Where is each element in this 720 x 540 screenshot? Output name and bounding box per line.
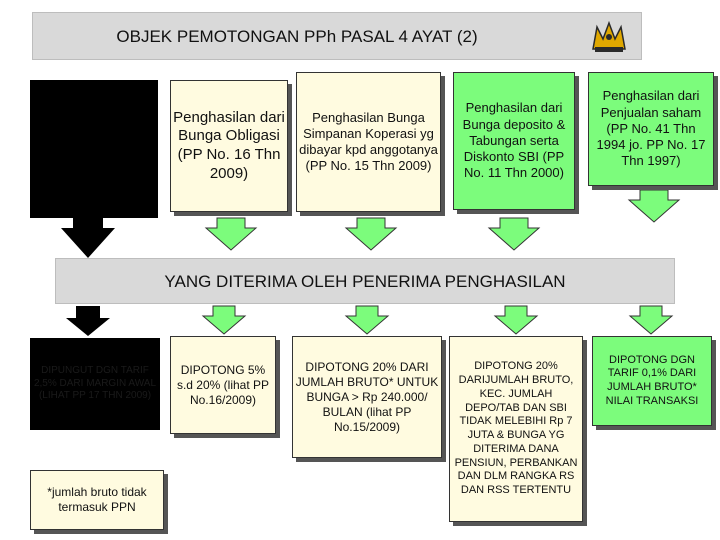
bottom-box-5: DIPOTONG DGN TARIF 0,1% DARI JUMLAH BRUTO* NILAI TRANSAKSI	[592, 336, 712, 426]
arrow-down-green-3	[346, 218, 396, 250]
arrow-down-green-5	[629, 190, 679, 222]
arrow-down-green-b5	[630, 306, 672, 334]
band-label: YANG DITERIMA OLEH PENERIMA PENGHASILAN	[164, 272, 566, 291]
arrow-down-dark-b1	[66, 306, 110, 336]
top-box-4: Penghasilan dari Bunga deposito & Tabungan serta Diskonto SBI (PP No. 11 Thn 2000)	[453, 72, 575, 210]
bottom-box-1: DIPUNGUT DGN TARIF 2,5% DARI MARGIN AWAL (LIHAT PP 17 THN 2009)	[30, 338, 160, 430]
bottom-box-2: DIPOTONG 5% s.d 20% (lihat PP No.16/2009)	[170, 336, 276, 434]
footnote: *jumlah bruto tidak termasuk PPN	[30, 470, 164, 530]
bottom-box-3: DIPOTONG 20% DARI JUMLAH BRUTO* UNTUK BUNGA > Rp 240.000/ BULAN (lihat PP No.15/2009)	[292, 336, 442, 458]
recipient-band	[55, 258, 675, 304]
top-box-2: Penghasilan dari Bunga Obligasi (PP No. 16 Thn 2009)	[170, 80, 288, 212]
bottom-box-4: DIPOTONG 20% DARIJUMLAH BRUTO, KEC. JUMLAH DEPO/TAB DAN SBI TIDAK MELEBIHI Rp 7 JUTA & BUNGA YG DITERIMA DANA PENSIUN, PERBANKAN DAN DLM RANGKA RS DAN RSS TERTENTU	[449, 336, 583, 522]
top-box-3: Penghasilan Bunga Simpanan Koperasi yg dibayar kpd anggotanya (PP No. 15 Thn 2009)	[296, 72, 441, 212]
arrow-down-green-b2	[203, 306, 245, 334]
top-box-5: Penghasilan dari Penjualan saham (PP No. 41 Thn 1994 jo. PP No. 17 Thn 1997)	[588, 72, 714, 186]
top-box-1	[30, 80, 158, 218]
arrow-down-green-b4	[495, 306, 537, 334]
page-title: OBJEK PEMOTONGAN PPh PASAL 4 AYAT (2)	[116, 27, 478, 46]
arrow-down-green-b3	[346, 306, 388, 334]
arrow-down-dark-1	[61, 218, 115, 258]
arrow-down-green-2	[206, 218, 256, 250]
arrow-down-green-4	[489, 218, 539, 250]
